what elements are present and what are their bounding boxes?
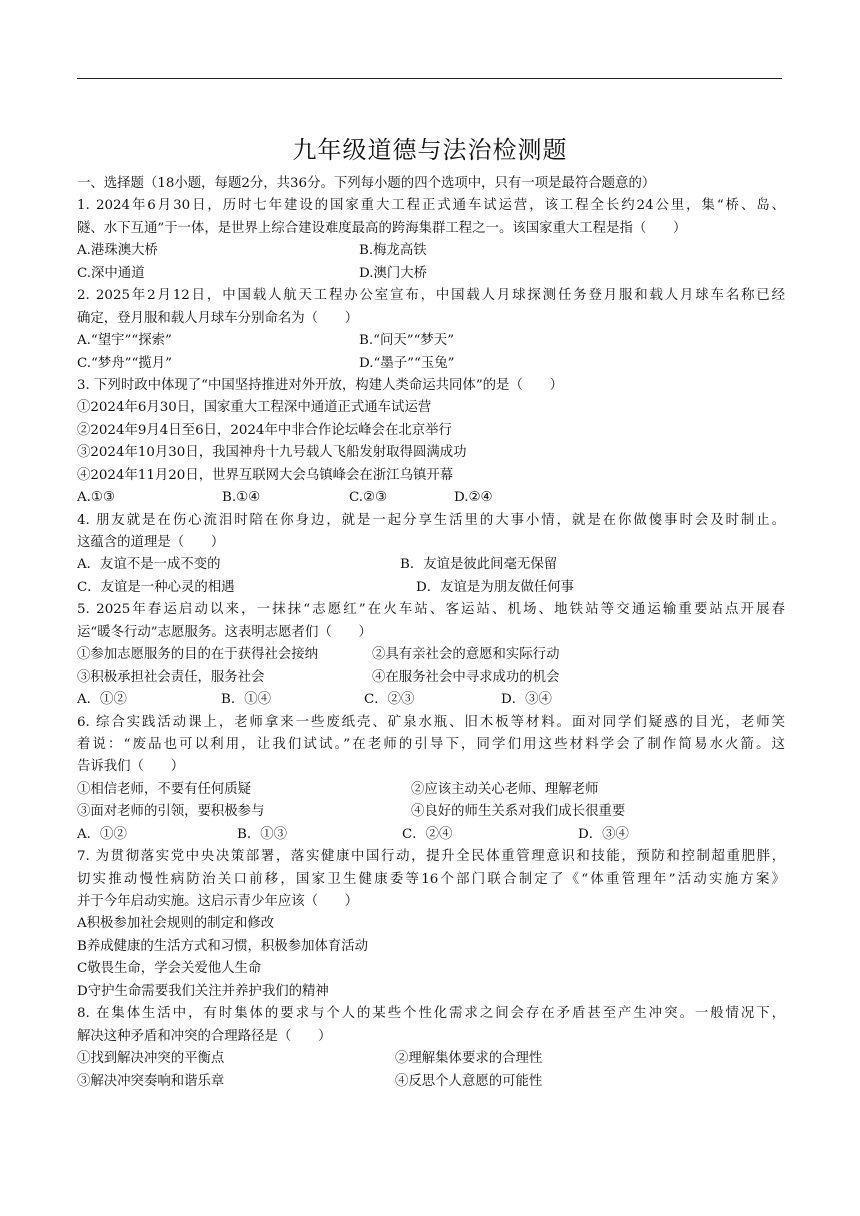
option-a[interactable]: A．①② (77, 692, 127, 708)
options-row (77, 554, 785, 576)
question-stem-line: 切实推动慢性病防治关口前移，国家卫生健康委等16个部门联合制定了《“体重管理年”活动实施方案》 (77, 871, 785, 887)
question-stem-line: 3. 下列时政中体现了“中国坚持推进对外开放，构建人类命运共同体”的是（ ） (77, 377, 564, 393)
question-stem-line: 解决这种矛盾和冲突的合理路径是（ ） (77, 1028, 332, 1044)
option-c[interactable]: C．②③ (364, 692, 415, 708)
options-row (77, 689, 785, 711)
statement-1: ①2024年6月30日，国家重大工程深中通道正式通车试运营 (77, 400, 432, 416)
options-row (77, 487, 785, 509)
question-stem-line: 5. 2025年春运启动以来，一抹抹“志愿红”在火车站、客运站、机场、地铁站等交通运输重要站点开展春 (77, 602, 785, 618)
options-row (77, 240, 785, 262)
question-stem-line: 7. 为贯彻落实党中央决策部署，落实健康中国行动，提升全民体重管理意识和技能，预防和控制超重肥胖， (77, 849, 785, 865)
statement-4: ④良好的师生关系对我们成长很重要 (411, 804, 626, 820)
option-c[interactable]: C．②④ (402, 826, 453, 842)
question-6 (77, 712, 785, 847)
question-7 (77, 846, 785, 1003)
statement-3: ③面对老师的引领，要积极参与 (77, 804, 265, 820)
option-d[interactable]: D.澳门大桥 (359, 265, 428, 281)
question-stem-line: 并于今年启动实施。这启示青少年应该（ ） (77, 894, 359, 909)
question-stem-line: 确定，登月服和载人月球车分别命名为（ ） (77, 310, 359, 326)
statements-row (77, 667, 785, 689)
statement-1: ①找到解决冲突的平衡点 (77, 1051, 225, 1067)
options-row (77, 263, 785, 285)
question-stem-line: 2. 2025年2月12日，中国载人航天工程办公室宣布，中国载人月球探测任务登月服和载人月球车名称已经 (77, 288, 785, 304)
options-row (77, 353, 785, 375)
statement-2: ②应该主动关心老师、理解老师 (411, 781, 599, 797)
option-c[interactable]: C敬畏生命，学会关爱他人生命 (77, 961, 262, 977)
option-d[interactable]: D.“墨子”“玉兔” (359, 355, 455, 371)
option-a[interactable]: A积极参加社会规则的制定和修改 (77, 916, 275, 932)
section-header: 一、选择题（18小题，每题2分，共36分。下列每小题的四个选项中，只有一项是最符合题意的） (77, 176, 656, 191)
statement-4: ④反思个人意愿的可能性 (395, 1073, 543, 1089)
option-a[interactable]: A.港珠澳大桥 (77, 243, 158, 259)
option-b[interactable]: B.①④ (222, 490, 261, 506)
option-c[interactable]: C．友谊是一种心灵的相遇 (77, 579, 235, 595)
statement-1: ①参加志愿服务的目的在于获得社会接纳 (77, 647, 319, 663)
statement-4: ④2024年11月20日，世界互联网大会乌镇峰会在浙江乌镇开幕 (77, 467, 454, 483)
question-stem-line: 告诉我们（ ） (77, 759, 185, 775)
statement-2: ②2024年9月4日至6日，2024年中非合作论坛峰会在北京举行 (77, 422, 452, 438)
question-stem-line: 8. 在集体生活中，有时集体的要求与个人的某些个性化需求之间会存在矛盾甚至产生冲突。一般情况下， (77, 1006, 785, 1022)
question-stem-line: 运“暖冬行动”志愿服务。这表明志愿者们（ ） (77, 624, 372, 640)
option-d[interactable]: D．③④ (578, 826, 629, 842)
option-b[interactable]: B．①④ (221, 692, 272, 708)
option-a[interactable]: A.“望宇”“探索” (77, 333, 172, 349)
page-title: 九年级道德与法治检测题 (292, 136, 568, 164)
option-d[interactable]: D守护生命需要我们关注并养护我们的精神 (77, 983, 329, 999)
option-b[interactable]: B.“问天”“梦天” (359, 333, 455, 349)
option-d[interactable]: D．③④ (501, 692, 552, 708)
question-stem-line: 这蕴含的道理是（ ） (77, 535, 225, 550)
question-stem-line: 隧、水下互通”于一体，是世界上综合建设难度最高的跨海集群工程之一。该国家重大工程是指（ ） (77, 220, 687, 236)
option-b[interactable]: B．友谊是彼此间毫无保留 (400, 557, 558, 573)
option-b[interactable]: B.梅龙高铁 (359, 243, 427, 259)
option-b[interactable]: B养成健康的生活方式和习惯，积极参加体育活动 (77, 938, 369, 954)
option-c[interactable]: C.深中通道 (77, 265, 145, 281)
statements-row (77, 1071, 785, 1093)
statements-row (77, 779, 785, 801)
question-3 (77, 375, 785, 510)
question-5 (77, 599, 785, 711)
statement-3: ③2024年10月30日，我国神舟十九号载人飞船发射取得圆满成功 (77, 445, 467, 461)
statement-4: ④在服务社会中寻求成功的机会 (372, 669, 560, 685)
option-a[interactable]: A．友谊不是一成不变的 (77, 557, 221, 573)
statements-row (77, 801, 785, 823)
statement-1: ①相信老师，不要有任何质疑 (77, 781, 252, 797)
question-stem-line: 4. 朋友就是在伤心流泪时陪在你身边，就是一起分享生活里的大事小情，就是在你做傻事时会及时制止。 (77, 512, 785, 528)
statements-row (77, 644, 785, 666)
options-row (77, 577, 785, 599)
statements-row (77, 1048, 785, 1070)
question-stem-line: 6. 综合实践活动课上，老师拿来一些废纸壳、矿泉水瓶、旧木板等材料。面对同学们疑惑的目光，老师笑 (77, 714, 785, 730)
option-b[interactable]: B．①③ (237, 826, 288, 842)
statement-2: ②理解集体要求的合理性 (395, 1051, 543, 1067)
option-c[interactable]: C.“梦舟”“揽月” (77, 355, 172, 371)
option-d[interactable]: D.②④ (454, 490, 493, 506)
options-row (77, 330, 785, 352)
option-c[interactable]: C.②③ (349, 490, 388, 506)
statement-3: ③解决冲突奏响和谐乐章 (77, 1073, 225, 1089)
options-row (77, 824, 785, 846)
exam-body (77, 173, 785, 1093)
statement-3: ③积极承担社会责任，服务社会 (77, 669, 265, 685)
question-stem-line: 1. 2024年6月30日，历时七年建设的国家重大工程正式通车试运营，该工程全长约24公里，集“桥、岛、 (77, 198, 785, 214)
option-a[interactable]: A.①③ (77, 490, 115, 506)
header-rule (77, 78, 782, 79)
question-1 (77, 195, 785, 285)
option-d[interactable]: D．友谊是为朋友做任何事 (416, 579, 575, 595)
question-stem-line: 着说：“废品也可以利用，让我们试试。”在老师的引导下，同学们用这些材料学会了制作简易水火箭。这 (77, 736, 785, 752)
question-2 (77, 285, 785, 375)
question-8 (77, 1003, 785, 1093)
option-a[interactable]: A．①② (77, 826, 127, 842)
statement-2: ②具有亲社会的意愿和实际行动 (372, 647, 560, 663)
question-4 (77, 510, 785, 600)
